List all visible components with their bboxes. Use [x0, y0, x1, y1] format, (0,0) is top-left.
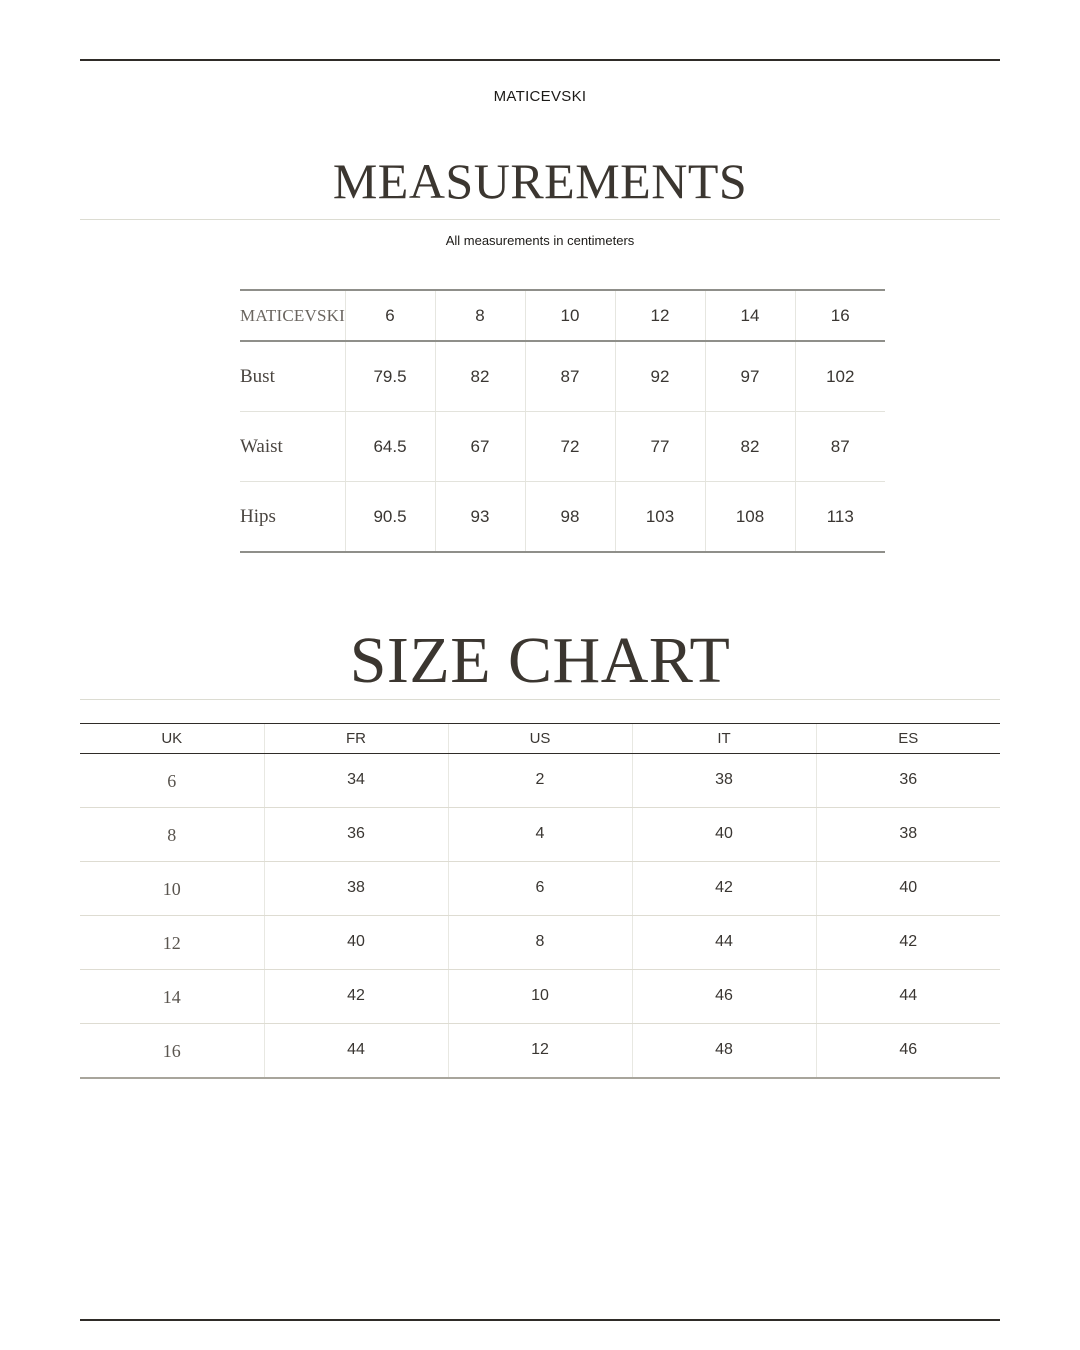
it-size-cell: 42 [632, 862, 816, 916]
measurement-cell: 97 [705, 341, 795, 412]
us-size-cell: 4 [448, 808, 632, 862]
measurement-cell: 108 [705, 482, 795, 553]
column-header-it: IT [632, 724, 816, 754]
measurement-cell: 93 [435, 482, 525, 553]
measurement-cell: 77 [615, 412, 705, 482]
measurement-cell: 82 [435, 341, 525, 412]
measurement-cell: 102 [795, 341, 885, 412]
brand-name: MATICEVSKI [493, 88, 587, 105]
size-chart-table [80, 723, 1000, 1079]
size-header: 14 [705, 290, 795, 341]
bottom-rule [80, 1319, 1000, 1321]
fr-size-cell: 34 [264, 754, 448, 808]
size-chart-header-row [80, 724, 1000, 754]
fr-size-cell: 38 [264, 862, 448, 916]
column-header-uk: UK [80, 724, 264, 754]
uk-size-cell: 8 [80, 808, 264, 862]
top-rule [80, 59, 1000, 61]
es-size-cell: 36 [816, 754, 1000, 808]
uk-size-cell: 14 [80, 970, 264, 1024]
us-size-cell: 12 [448, 1024, 632, 1078]
row-label: Bust [240, 341, 345, 412]
us-size-cell: 10 [448, 970, 632, 1024]
size-chart-title-rule [80, 699, 1000, 700]
measurement-cell: 103 [615, 482, 705, 553]
fr-size-cell: 40 [264, 916, 448, 970]
measurement-cell: 113 [795, 482, 885, 553]
size-header: 16 [795, 290, 885, 341]
column-header-fr: FR [264, 724, 448, 754]
size-header: 6 [345, 290, 435, 341]
it-size-cell: 38 [632, 754, 816, 808]
uk-size-cell: 12 [80, 916, 264, 970]
row-label: Hips [240, 482, 345, 553]
measurements-row-waist [240, 412, 885, 482]
measurements-header-row [240, 290, 885, 341]
es-size-cell: 38 [816, 808, 1000, 862]
measurement-cell: 98 [525, 482, 615, 553]
size-header: 12 [615, 290, 705, 341]
uk-size-cell: 6 [80, 754, 264, 808]
measurements-subtitle: All measurements in centimeters [445, 233, 635, 248]
us-size-cell: 2 [448, 754, 632, 808]
us-size-cell: 6 [448, 862, 632, 916]
column-header-es: ES [816, 724, 1000, 754]
es-size-cell: 44 [816, 970, 1000, 1024]
measurements-corner-label: MATICEVSKI [240, 290, 345, 341]
it-size-cell: 44 [632, 916, 816, 970]
es-size-cell: 46 [816, 1024, 1000, 1078]
uk-size-cell: 16 [80, 1024, 264, 1078]
it-size-cell: 40 [632, 808, 816, 862]
es-size-cell: 40 [816, 862, 1000, 916]
measurement-cell: 67 [435, 412, 525, 482]
measurement-cell: 64.5 [345, 412, 435, 482]
measurement-cell: 87 [795, 412, 885, 482]
measurement-cell: 82 [705, 412, 795, 482]
fr-size-cell: 36 [264, 808, 448, 862]
fr-size-cell: 42 [264, 970, 448, 1024]
fr-size-cell: 44 [264, 1024, 448, 1078]
measurements-row-bust [240, 341, 885, 412]
measurement-cell: 90.5 [345, 482, 435, 553]
es-size-cell: 42 [816, 916, 1000, 970]
measurement-cell: 79.5 [345, 341, 435, 412]
measurements-row-hips [240, 482, 885, 553]
measurement-cell: 92 [615, 341, 705, 412]
table-row [80, 808, 1000, 862]
measurements-title-rule [80, 219, 1000, 220]
table-row [80, 916, 1000, 970]
table-row [80, 862, 1000, 916]
us-size-cell: 8 [448, 916, 632, 970]
size-header: 10 [525, 290, 615, 341]
measurement-cell: 87 [525, 341, 615, 412]
table-row [80, 754, 1000, 808]
uk-size-cell: 10 [80, 862, 264, 916]
row-label: Waist [240, 412, 345, 482]
table-row [80, 970, 1000, 1024]
it-size-cell: 46 [632, 970, 816, 1024]
measurements-table [240, 289, 885, 553]
column-header-us: US [448, 724, 632, 754]
measurement-cell: 72 [525, 412, 615, 482]
size-chart-title: SIZE CHART [349, 624, 731, 697]
measurements-title: MEASUREMENTS [332, 153, 748, 209]
size-header: 8 [435, 290, 525, 341]
it-size-cell: 48 [632, 1024, 816, 1078]
table-row [80, 1024, 1000, 1078]
